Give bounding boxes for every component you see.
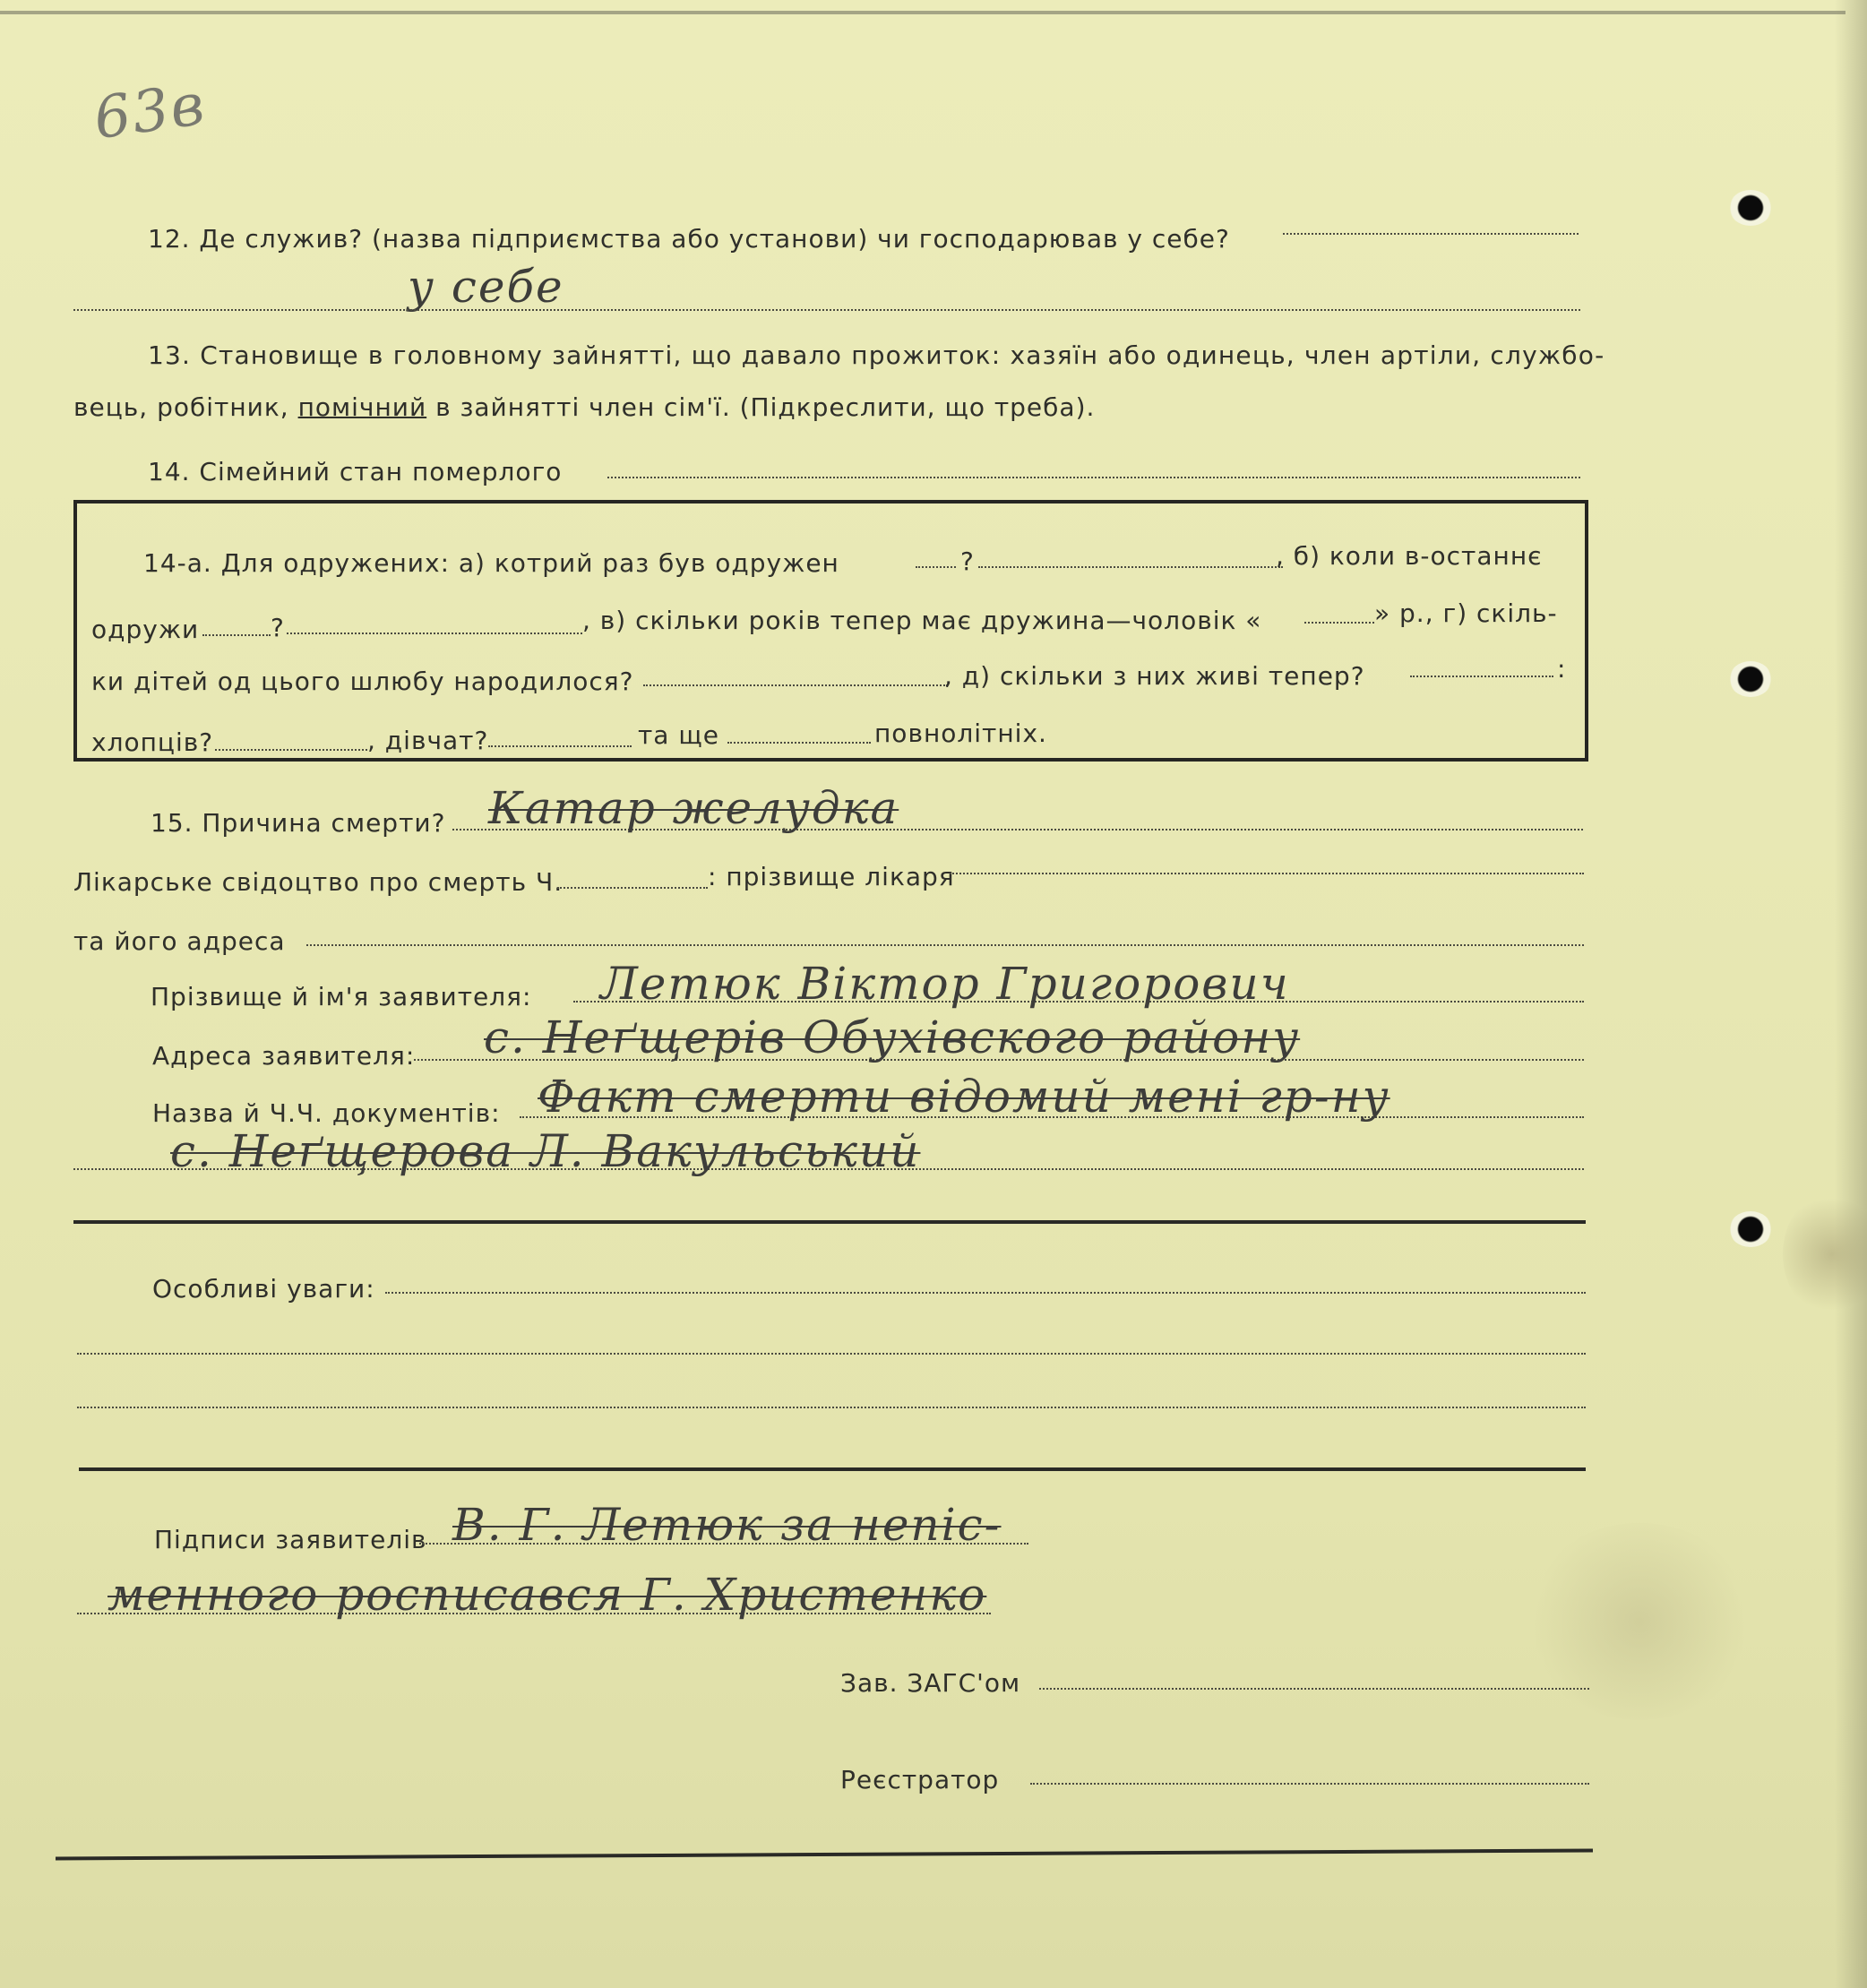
q14a-line1-a: 14-а. Для одружених: а) котрий раз був одружен (143, 548, 839, 578)
paper-stain-lower (1523, 1523, 1756, 1720)
medical-cert-label: Лікарське свідоцтво про смерть Ч. (73, 867, 564, 897)
q12-dotted-line (1283, 233, 1579, 235)
remarks-label: Особливі уваги: (152, 1274, 375, 1304)
top-edge-line (0, 11, 1845, 14)
doctor-name-label: : прізвище лікаря (708, 862, 955, 891)
q14a-line3-dots1 (643, 684, 948, 686)
q14a-line4-d: повнолітніх. (874, 719, 1047, 748)
doctor-address-label: та його адреса (73, 926, 286, 956)
punch-hole-bottom (1729, 1211, 1772, 1247)
applicant-address-label: Адреса заявителя: (152, 1041, 416, 1071)
q12-answer: у себе (408, 261, 564, 313)
q14a-line4-c: та ще (638, 720, 719, 750)
q14-label: 14. Сімейний стан померлого (148, 457, 563, 486)
q14a-line2-dots1 (202, 634, 271, 636)
q14a-line1-dots2 (978, 566, 1283, 568)
q14-dotted-line (607, 477, 1580, 478)
section-divider-1 (73, 1220, 1586, 1224)
bottom-border-line (56, 1849, 1593, 1861)
q14a-line4-dots2 (488, 745, 632, 747)
q13-underlined-choice: помічний (297, 392, 427, 422)
signatures-value-line1: В. Г. Летюк за непіс- (452, 1499, 1002, 1551)
applicant-name-label: Прізвище й ім'я заявителя: (151, 982, 532, 1011)
registrar-line (1030, 1783, 1589, 1785)
q13-line2-pre: вець, робітник, (73, 392, 298, 422)
signatures-value-line2: менного росписався Г. Христенко (108, 1569, 987, 1621)
page-edge-shadow (1835, 0, 1867, 1988)
q15-answer: Катар желудка (488, 782, 899, 834)
q14a-line4-dots1 (215, 749, 367, 751)
section-divider-2 (79, 1467, 1586, 1471)
remarks-line1 (385, 1292, 1586, 1294)
q14a-line2-c: » р., г) скіль- (1374, 598, 1558, 628)
punch-hole-middle (1729, 661, 1772, 697)
q14a-line4-b: , дівчат? (367, 726, 489, 755)
signatures-label: Підписи заявителів (154, 1525, 427, 1554)
doctor-name-line (950, 873, 1584, 874)
punch-hole-top (1729, 190, 1772, 226)
documents-value-line2: с. Неґщерова Л. Вакульський (170, 1125, 921, 1177)
applicant-name-value: Летюк Віктор Григорович (600, 958, 1290, 1010)
q14a-line4-dots3 (727, 742, 871, 744)
margin-note: 63в (90, 71, 211, 153)
q12-label: 12. Де служив? (назва підприємства або установи) чи господарював у себе? (148, 224, 1230, 254)
q14a-line3-c: : (1557, 654, 1567, 684)
q14a-line2-dots3 (1304, 622, 1374, 624)
paper-stain (1783, 1192, 1867, 1317)
remarks-line2 (77, 1353, 1586, 1355)
doctor-address-line (306, 944, 1584, 946)
applicant-address-value: с. Неґщерів Обухівского району (484, 1011, 1301, 1063)
q14a-line2-q: ? (271, 613, 285, 642)
q14a-line3-a: ки дітей од цього шлюбу народилося? (91, 667, 634, 696)
zags-head-label: Зав. ЗАГС'ом (840, 1668, 1021, 1698)
q14a-line1-dots1 (916, 566, 956, 568)
zags-head-line (1039, 1688, 1589, 1690)
medical-cert-number-line (557, 887, 708, 889)
q13-line2 (73, 392, 1095, 423)
registrar-label: Реєстратор (840, 1765, 1000, 1794)
q14a-line4-a: хлопців? (91, 727, 214, 757)
q14a-line2-dots2 (287, 633, 582, 634)
q12-answer-line (73, 309, 1580, 311)
q14a-line2-a: одружи (91, 615, 200, 644)
q15-label: 15. Причина смерти? (151, 808, 446, 838)
remarks-line3 (77, 1407, 1586, 1408)
q14a-line3-dots2 (1410, 676, 1553, 677)
documents-label: Назва й Ч.Ч. документів: (152, 1098, 501, 1128)
q14a-line1-q: ? (960, 546, 975, 576)
q14a-line2-b: , в) скільки років тепер має дружина—чоловік « (582, 606, 1262, 635)
q13-line1: 13. Становище в головному зайнятті, що давало прожиток: хазяїн або одинець, член артіли, службо- (148, 340, 1605, 370)
q14a-line1-b: , б) коли в-останнє (1276, 541, 1543, 571)
q14a-line1 (143, 548, 839, 579)
q14a-line3-b: , д) скільки з них живі тепер? (944, 661, 1365, 691)
documents-value-line1: Факт смерти відомий мені гр-ну (538, 1071, 1390, 1123)
q13-line2-post: в зайнятті член сім'ї. (Підкреслити, що треба). (426, 392, 1096, 422)
